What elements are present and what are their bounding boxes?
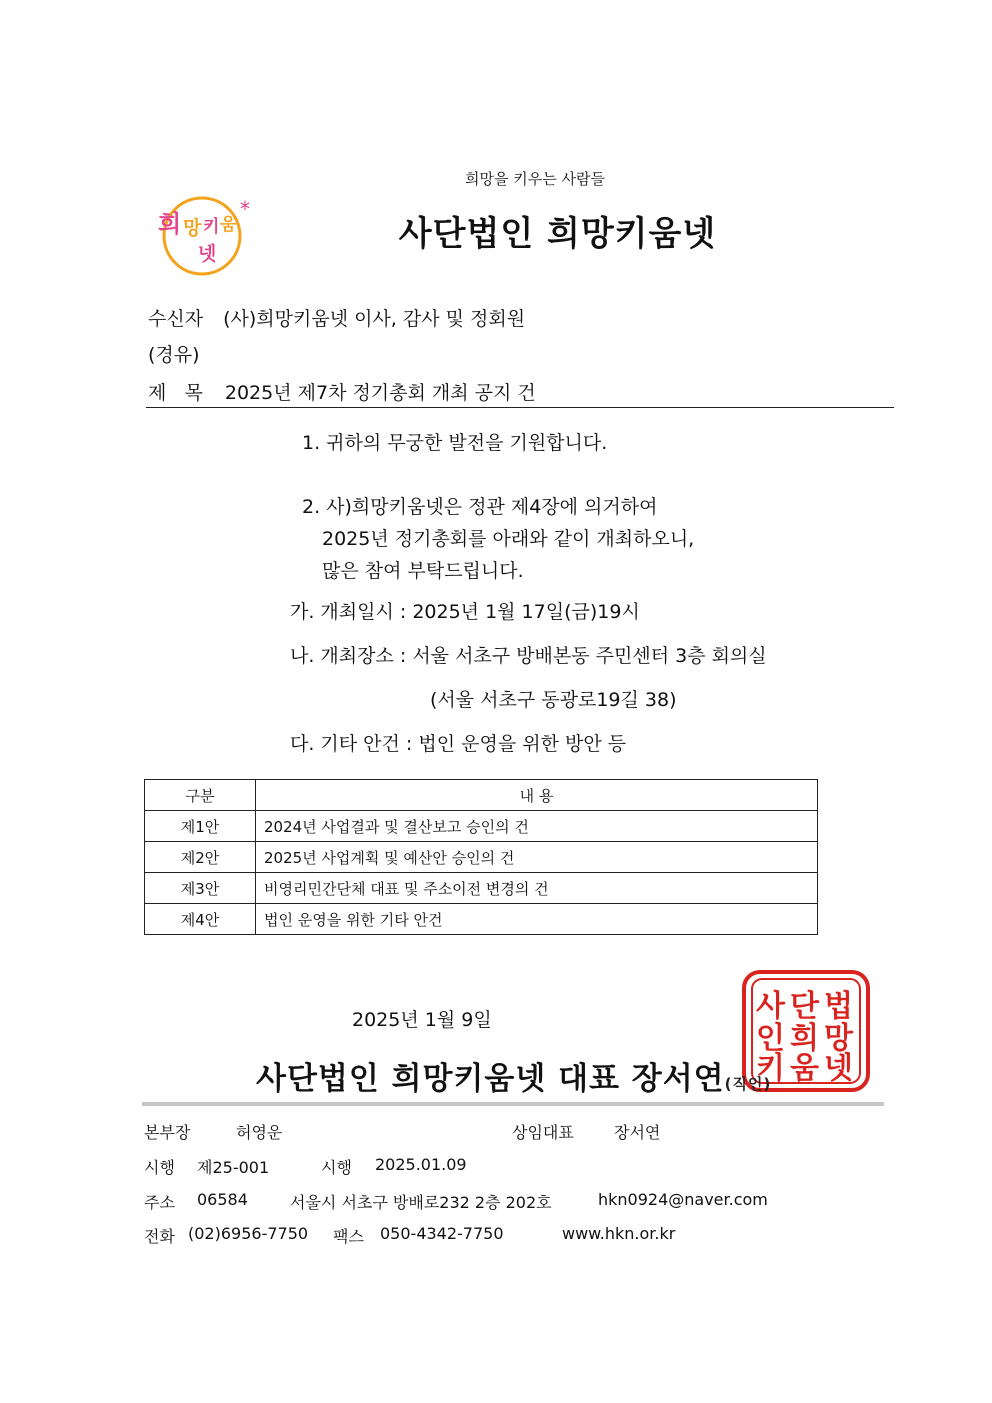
website-link[interactable]: www.hkn.or.kr bbox=[562, 1224, 676, 1243]
seal-note: (직인) bbox=[724, 1075, 772, 1093]
postal-code: 06584 bbox=[197, 1190, 248, 1209]
tel-number: (02)6956-7750 bbox=[188, 1224, 309, 1243]
doc-date-label: 시행 bbox=[321, 1158, 352, 1177]
svg-text:망: 망 bbox=[824, 1021, 853, 1056]
svg-text:망: 망 bbox=[183, 217, 202, 239]
signature-line bbox=[256, 1053, 771, 1098]
svg-text:넷: 넷 bbox=[824, 1051, 853, 1086]
subject-value: 2025년 제7차 정기총회 개최 공지 건 bbox=[224, 382, 536, 404]
svg-text:움: 움 bbox=[220, 215, 237, 235]
agenda-table bbox=[144, 779, 818, 935]
recipient-value: (사)희망키움넷 이사, 감사 및 정회원 bbox=[223, 308, 526, 330]
doc-no-label: 시행 bbox=[144, 1158, 175, 1177]
meeting-venue: 나. 개최장소 : 서울 서초구 방배본동 주민센터 3층 회의실 bbox=[290, 645, 767, 667]
doc-date: 2025.01.09 bbox=[375, 1155, 467, 1174]
other-agenda: 다. 기타 안건 : 법인 운영을 위한 방안 등 bbox=[290, 733, 627, 755]
column-header-content: 내 용 bbox=[256, 780, 818, 811]
svg-text:사: 사 bbox=[756, 989, 785, 1024]
issue-date: 2025년 1월 9일 bbox=[352, 1009, 492, 1031]
subject-label: 제 목 bbox=[148, 382, 203, 404]
recipient-label: 수신자 bbox=[148, 308, 204, 330]
svg-text:*: * bbox=[240, 197, 250, 221]
tagline: 희망을 키우는 사람들 bbox=[465, 170, 605, 188]
rep-name: 장서연 bbox=[614, 1123, 661, 1142]
paragraph-2-line-2: 2025년 정기총회를 아래와 같이 개최하오니, bbox=[322, 528, 695, 550]
org-title: 사단법인 희망키움넷 bbox=[398, 214, 717, 254]
svg-text:단: 단 bbox=[790, 989, 819, 1024]
doc-no: 제25-001 bbox=[197, 1158, 270, 1177]
svg-text:넷: 넷 bbox=[198, 243, 217, 265]
address-label: 주소 bbox=[144, 1193, 175, 1212]
footer-divider bbox=[142, 1102, 884, 1106]
svg-text:키: 키 bbox=[756, 1051, 785, 1086]
table-cell-content: 비영리민간단체 대표 및 주소이전 변경의 건 bbox=[256, 873, 818, 904]
paragraph-2-line-3: 많은 참여 부탁드립니다. bbox=[322, 560, 524, 582]
table-row bbox=[145, 904, 818, 935]
paragraph-1: 1. 귀하의 무궁한 발전을 기원합니다. bbox=[302, 432, 608, 454]
signature-text: 사단법인 희망키움넷 대표 장서연 bbox=[256, 1061, 725, 1097]
paragraph-2-line-1: 2. 사)희망키움넷은 정관 제4장에 의거하여 bbox=[302, 496, 658, 518]
table-cell-content: 2025년 사업계획 및 예산안 승인의 건 bbox=[256, 842, 818, 873]
head-label: 본부장 bbox=[144, 1123, 191, 1142]
table-header-row bbox=[145, 780, 818, 811]
fax-number: 050-4342-7750 bbox=[380, 1224, 504, 1243]
svg-text:희: 희 bbox=[790, 1021, 819, 1056]
table-cell-content: 법인 운영을 위한 기타 안건 bbox=[256, 904, 818, 935]
svg-text:움: 움 bbox=[790, 1051, 819, 1086]
table-cell-item: 제4안 bbox=[145, 904, 256, 935]
svg-text:인: 인 bbox=[756, 1021, 785, 1056]
recipient-row bbox=[148, 304, 525, 331]
svg-text:법: 법 bbox=[824, 989, 853, 1024]
table-row bbox=[145, 811, 818, 842]
table-row bbox=[145, 842, 818, 873]
svg-text:희: 희 bbox=[158, 210, 182, 238]
table-cell-item: 제3안 bbox=[145, 873, 256, 904]
svg-text:키: 키 bbox=[203, 217, 220, 237]
fax-label: 팩스 bbox=[333, 1227, 364, 1246]
meeting-venue-address: (서울 서초구 동광로19길 38) bbox=[430, 689, 677, 711]
tel-label: 전화 bbox=[144, 1227, 175, 1246]
street-address: 서울시 서초구 방배로232 2층 202호 bbox=[290, 1193, 552, 1212]
table-cell-item: 제1안 bbox=[145, 811, 256, 842]
table-cell-content: 2024년 사업결과 및 결산보고 승인의 건 bbox=[256, 811, 818, 842]
table-row bbox=[145, 873, 818, 904]
column-header-category: 구분 bbox=[145, 780, 256, 811]
meeting-datetime: 가. 개최일시 : 2025년 1월 17일(금)19시 bbox=[290, 601, 640, 623]
subject-divider bbox=[146, 407, 894, 408]
rep-label: 상임대표 bbox=[512, 1123, 574, 1142]
via-label: (경유) bbox=[148, 344, 200, 366]
table-cell-item: 제2안 bbox=[145, 842, 256, 873]
head-name: 허영운 bbox=[236, 1123, 283, 1142]
email-link[interactable]: hkn0924@naver.com bbox=[598, 1190, 768, 1209]
subject-row bbox=[148, 378, 536, 405]
